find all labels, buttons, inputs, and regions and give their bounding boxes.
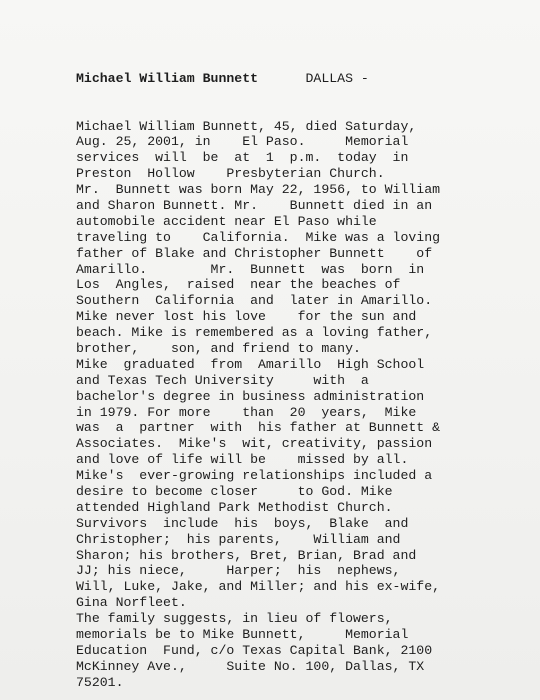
body-line: memorials be to Mike Bunnett, Memorial (76, 627, 409, 643)
body-line: Mr. Bunnett was born May 22, 1956, to William (76, 182, 441, 198)
body-line: Aug. 25, 2001, in El Paso. Memorial (76, 134, 409, 150)
body-line: Michael William Bunnett, 45, died Saturday, (76, 118, 417, 134)
body-line: Gina Norfleet. (76, 595, 187, 611)
body-line: Southern California and later in Amarillo. (76, 293, 433, 309)
heading-line (76, 71, 516, 87)
body-line: JJ; his niece, Harper; his nephews, (76, 563, 401, 579)
body-line: McKinney Ave., Suite No. 100, Dallas, TX (76, 658, 425, 674)
body-line: Survivors include his boys, Blake and (76, 515, 409, 531)
body-line: in 1979. For more than 20 years, Mike (76, 404, 417, 420)
body-line: desire to become closer to God. Mike (76, 484, 393, 499)
body-line: was a partner with his father at Bunnett & (76, 420, 441, 436)
dateline: DALLAS - (258, 70, 369, 86)
body-line: bachelor's degree in business administration (76, 388, 425, 404)
body-line: attended Highland Park Methodist Church. (76, 499, 393, 515)
body-line: The family suggests, in lieu of flowers, (76, 611, 393, 627)
body-line: and Texas Tech University with a (76, 372, 369, 388)
obituary-body (76, 119, 516, 691)
body-line: Preston Hollow Presbyterian Church. (76, 166, 385, 182)
body-line: Mike graduated from Amarillo High School (76, 356, 425, 372)
body-line: beach. Mike is remembered as a loving father, (76, 325, 433, 341)
body-line: services will be at 1 p.m. today in (76, 150, 409, 166)
body-line: 75201. (76, 674, 124, 690)
body-line: brother, son, and friend to many. (76, 340, 361, 356)
body-line: Mike never lost his love for the sun and (76, 309, 417, 325)
body-line: Sharon; his brothers, Bret, Brian, Brad and (76, 547, 417, 563)
body-line: and Sharon Bunnett. Mr. Bunnett died in an (76, 197, 433, 213)
body-line: Mike's ever-growing relationships included a (76, 468, 433, 484)
body-line: and love of life will be missed by all. (76, 452, 409, 468)
body-line: Will, Luke, Jake, and Miller; and his ex-wife, (76, 579, 441, 595)
body-line: Associates. Mike's wit, creativity, passion (76, 436, 433, 452)
body-line: automobile accident near El Paso while (76, 213, 377, 229)
body-line: traveling to California. Mike was a loving (76, 229, 441, 245)
body-line: father of Blake and Christopher Bunnett of (76, 245, 433, 261)
obituary-text (76, 39, 516, 700)
body-line: Christopher; his parents, William and (76, 531, 401, 547)
body-line: Los Angles, raised near the beaches of (76, 277, 401, 293)
body-line: Education Fund, c/o Texas Capital Bank, 2100 (76, 642, 433, 658)
obituary-heading: Michael William Bunnett (76, 70, 259, 86)
body-line: Amarillo. Mr. Bunnett was born in (76, 261, 425, 277)
